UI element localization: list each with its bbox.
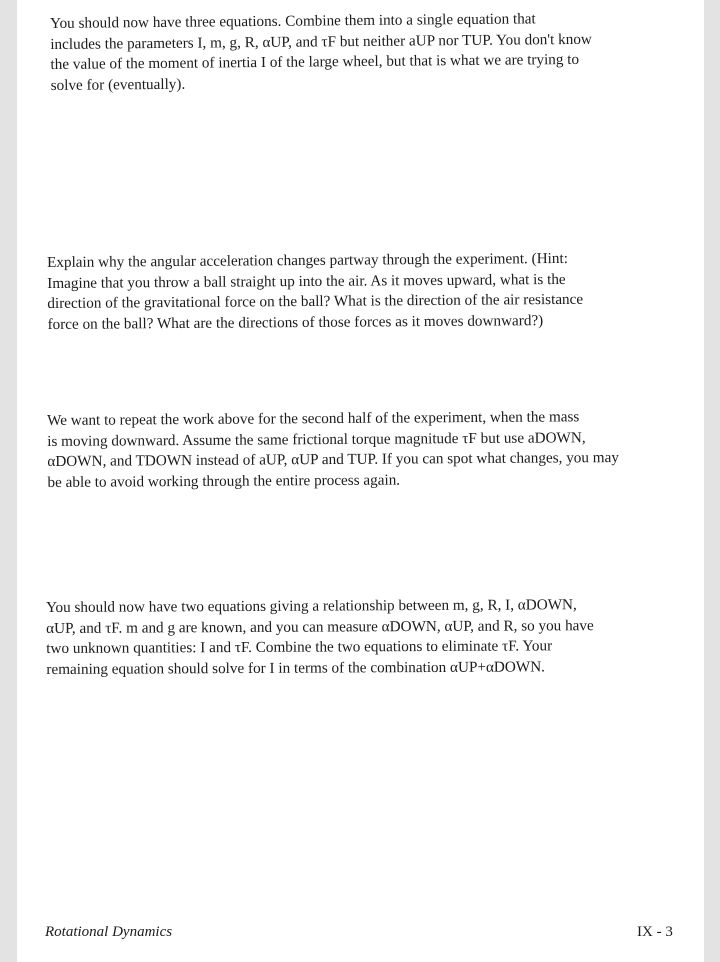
scan-margin-right	[704, 0, 720, 962]
text-line: You should now have two equations giving a relationship between m, g, R, I, αDOWN,	[46, 596, 577, 616]
paragraph-explain-acceleration	[47, 248, 660, 335]
text-line: solve for (eventually).	[50, 75, 186, 94]
text-line: Explain why the angular acceleration changes partway through the experiment. (Hint:	[47, 249, 568, 271]
paragraph-repeat-work	[47, 407, 668, 493]
document-page	[17, 0, 704, 962]
text-line: direction of the gravitational force on the ball? What is the direction of the air resistance	[47, 290, 584, 312]
paragraph-two-equations	[46, 595, 658, 680]
text-line: the value of the moment of inertia I of the large wheel, but that is what we are trying to	[50, 50, 580, 73]
text-line: two unknown quantities: I and τF. Combine the two equations to eliminate τF. Your	[46, 637, 553, 657]
text-line: includes the parameters I, m, g, R, αUP, and τF but neither aUP nor TUP. You don't know	[50, 30, 592, 53]
footer-page-number: IX - 3	[637, 924, 673, 940]
paragraph-combine-equations	[50, 8, 651, 96]
text-line: αDOWN, and TDOWN instead of aUP, αUP and TUP. If you can spot what changes, you may	[47, 449, 619, 470]
scan-margin-left	[0, 0, 17, 962]
text-line: force on the ball? What are the directions of those forces as it moves downward?)	[47, 311, 544, 333]
text-line: is moving downward. Assume the same frictional torque magnitude τF but use aDOWN,	[47, 428, 586, 450]
text-line: αUP, and τF. m and g are known, and you can measure αDOWN, αUP, and R, so you have	[46, 616, 594, 637]
text-line: We want to repeat the work above for the second half of the experiment, when the mass	[47, 408, 580, 429]
text-line: be able to avoid working through the entire process again.	[47, 471, 401, 491]
text-line: You should now have three equations. Combine them into a single equation that	[50, 10, 536, 32]
text-line: remaining equation should solve for I in terms of the combination αUP+αDOWN.	[46, 657, 545, 678]
footer-title: Rotational Dynamics	[45, 924, 173, 940]
text-line: Imagine that you throw a ball straight up into the air. As it moves upward, what is the	[47, 270, 566, 292]
